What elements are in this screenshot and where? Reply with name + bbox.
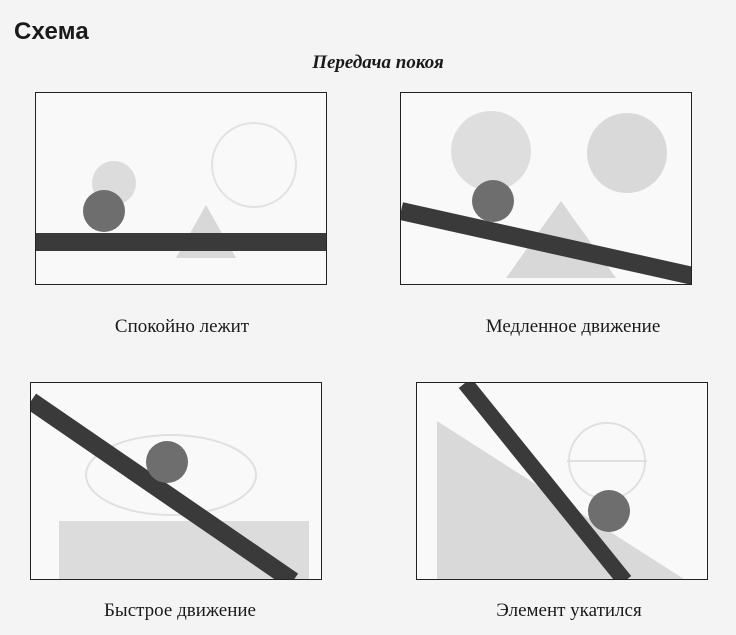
ball — [146, 441, 188, 483]
ball — [83, 190, 125, 232]
caption-fast: Быстрое движение — [104, 600, 256, 621]
panel-rolled-away — [416, 382, 708, 580]
caption-rolled-away: Элемент укатился — [496, 600, 642, 621]
caption-rest: Спокойно лежит — [114, 316, 250, 337]
panel-rest-drawing — [36, 93, 327, 285]
ghost-circle-right — [587, 113, 667, 193]
diagram-subtitle: Передача покоя — [312, 52, 444, 73]
panel-fast — [30, 382, 322, 580]
panel-rolled-drawing — [417, 383, 708, 580]
caption-slow: Медленное движение — [485, 316, 661, 337]
support-bar — [36, 233, 327, 251]
ball — [588, 490, 630, 532]
panel-fast-drawing — [31, 383, 322, 580]
panel-rest — [35, 92, 327, 285]
panel-slow-drawing — [401, 93, 692, 285]
ghost-circle — [212, 123, 296, 207]
panel-slow — [400, 92, 692, 285]
diagram-heading: Схема — [14, 18, 89, 45]
ghost-circle-left — [451, 111, 531, 191]
ball — [472, 180, 514, 222]
